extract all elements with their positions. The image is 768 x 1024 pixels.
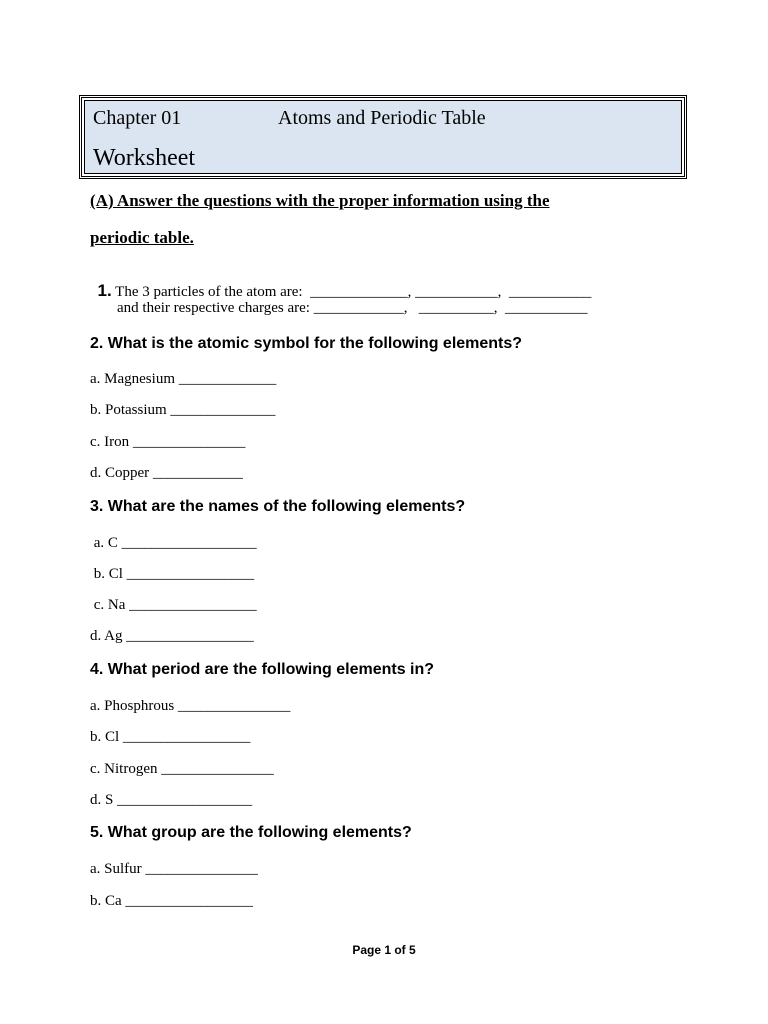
question-5-heading: 5. What group are the following elements? xyxy=(90,824,412,841)
question-3-item-c: c. Na _________________ xyxy=(90,597,257,613)
chapter-title: Atoms and Periodic Table xyxy=(278,107,486,129)
question-4-item-d: d. S __________________ xyxy=(90,792,253,808)
chapter-number: Chapter 01 xyxy=(93,107,182,129)
question-2-item-d: d. Copper ____________ xyxy=(90,465,243,481)
question-4-item-b: b. Cl _________________ xyxy=(90,729,251,745)
page-number: Page 1 of 5 xyxy=(352,943,416,957)
question-3-item-d: d. Ag _________________ xyxy=(90,628,254,644)
question-4-item-c: c. Nitrogen _______________ xyxy=(90,761,274,777)
question-2-heading: 2. What is the atomic symbol for the following elements? xyxy=(90,335,523,352)
question-1-number: 1. xyxy=(97,281,112,300)
question-2-item-a: a. Magnesium _____________ xyxy=(90,371,277,387)
question-1-text: The 3 particles of the atom are: _____________, ___________, ___________ xyxy=(111,284,592,300)
question-3-item-b: b. Cl _________________ xyxy=(90,566,255,582)
section-a-instruction-line2: periodic table. xyxy=(90,228,194,247)
question-5-item-a: a. Sulfur _______________ xyxy=(90,861,258,877)
question-5-item-b: b. Ca _________________ xyxy=(90,893,253,909)
question-4-item-a: a. Phosphrous _______________ xyxy=(90,698,291,714)
question-3-heading: 3. What are the names of the following elements? xyxy=(90,498,466,515)
question-1-line1 xyxy=(90,264,591,301)
question-3-item-a: a. C __________________ xyxy=(90,535,257,551)
section-a-instruction-line1: (A) Answer the questions with the proper information using the xyxy=(90,191,550,210)
question-1-line2: and their respective charges are: ____________, __________, ___________ xyxy=(117,300,588,316)
worksheet-label: Worksheet xyxy=(93,145,196,171)
question-4-heading: 4. What period are the following elements in? xyxy=(90,661,435,678)
header-panel xyxy=(84,100,682,174)
question-2-item-b: b. Potassium ______________ xyxy=(90,402,276,418)
question-2-item-c: c. Iron _______________ xyxy=(90,434,246,450)
header-box xyxy=(79,95,687,179)
